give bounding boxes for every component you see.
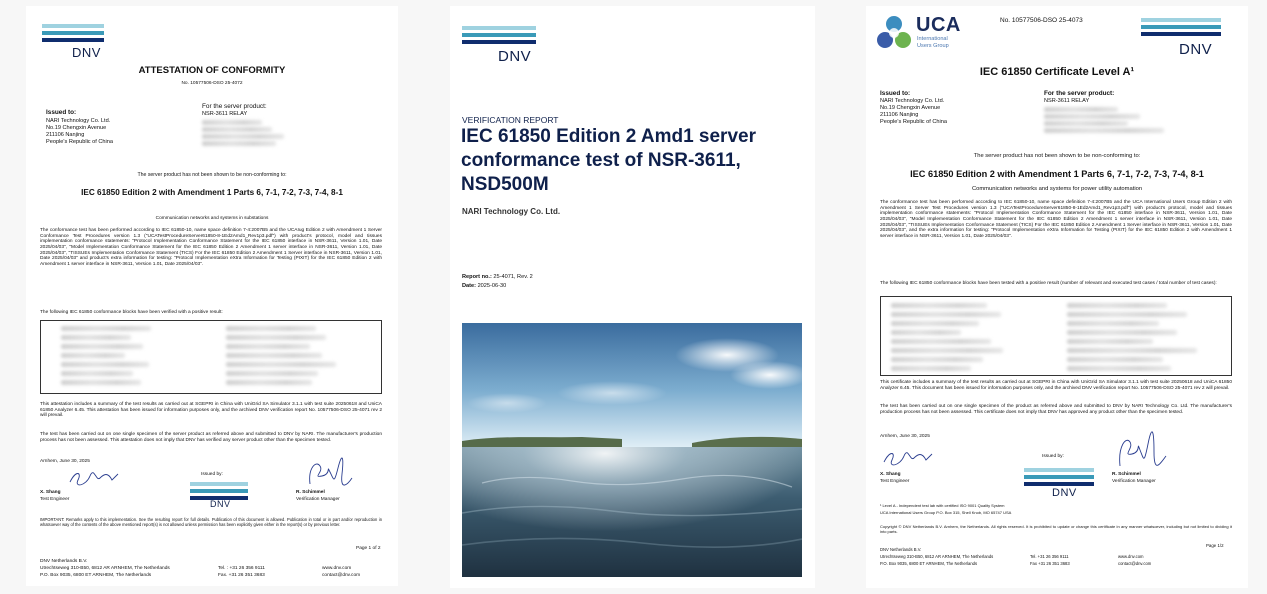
redacted-text (1067, 348, 1197, 353)
dnv-logo: DNV (1024, 468, 1094, 502)
footer-address: P.O. Box 9035, 6800 ET ARNHEM, The Netherlands (880, 561, 978, 566)
redacted-text (891, 348, 1003, 353)
footnote: UCA International Users Group P.O. Box 315, Shell Knob, MO 65747 USA (880, 510, 1012, 515)
place-date: Arnhem, June 30, 2025 (40, 459, 90, 464)
redacted-text (1067, 330, 1177, 335)
verified-line: The following IEC 61850 conformance blocks have been verified with a positive result: (40, 310, 223, 315)
issued-by-label: Issued by: (201, 472, 223, 477)
redacted-text (891, 303, 987, 308)
conformance-blocks-table (880, 296, 1232, 376)
redacted-text (1067, 321, 1159, 326)
sea-cover-photo (462, 323, 802, 577)
attestation-title: ATTESTATION OF CONFORMITY (138, 65, 286, 76)
signer-role: Test Engineer (880, 479, 910, 484)
certificate-number: No. 10577506-DSO 25-4073 (1000, 17, 1083, 24)
redacted-text (202, 141, 276, 146)
issued-to-line: 211106 Nanjing (46, 132, 85, 138)
redacted-text (226, 362, 336, 367)
signer-name: R. Schimmel (296, 490, 325, 495)
redacted-text (891, 321, 979, 326)
redacted-text (202, 120, 262, 125)
redacted-text (61, 326, 151, 331)
specimen-paragraph: The test has been carried out on one single specimen of the product as referred above and submitted to DNV by NARI Technology Co. Ltd. The manufacturer's production process has not been assessed. This certificate does not imply that DNV has approved any product other than the specimen tested. (880, 404, 1232, 415)
footer-address: Utrechtseweg 310-B50, 6812 AR ARNHEM, The Netherlands (880, 554, 994, 559)
report-title-line: conformance test of NSR-3611, (461, 150, 741, 171)
footer-web: www.dnv.com (1118, 554, 1144, 559)
issued-to-line: People's Republic of China (46, 139, 113, 145)
redacted-text (1067, 357, 1163, 362)
footnote: ¹ Level A - Independent test lab with certified ISO 9001 Quality System (880, 503, 1005, 508)
redacted-text (1044, 114, 1140, 119)
conformance-paragraph: The conformance test has been performed according to IEC 61850-10, name space definition 7-4:2007B5 and the UCA International Users Group Edition 2 with Amendment 1 Server Test Procedures version 1.3 ("UCATestProcedureServer61850-8-1Ed2Amd1_Rev1p3.pdf") with product's protocol, model and tissues implementation conformance statements: "Protocol Implementation Conformance Statement for the IEC 61850 interface in NSR-3611, Version 1.01, Date 2025/04/03", "Model Implementation Conformance Statement for the IEC 61850 Edition 2 Amendment 1 server interface in NSR-3611, Version 1.01, Date 2025/04/03", "TISSUEs Implementation Conformance Statement (TICS) For the IEC 61850 Edition 2 Amendment 1 Server interface in NSR-3611, Version 1.01, Date 2025/04/03", and the extra information for testing: "Protocol Implementation eXtra Information for Testing (PIXIT) for the IEC 61850 Edition 2 with Amendment 1 server interface in NSR-3611, Version 1.01, Date 2025/04/03". (880, 200, 1232, 239)
redacted-text (61, 353, 125, 358)
footer-fax: Fax. +31 26 351 3683 (218, 573, 265, 578)
report-title-line: NSD500M (461, 174, 549, 195)
redacted-text (226, 371, 318, 376)
issued-to-label: Issued to: (880, 90, 911, 97)
signature-shang (880, 446, 936, 470)
report-number (462, 274, 533, 280)
report-date-value: 2025-06-30 (477, 283, 507, 289)
footer-address: P.O. Box 9035, 6800 ET ARNHEM, The Netherlands (40, 573, 152, 578)
specimen-paragraph: The test has been carried out on one single specimen of the server product as referred above and submitted to DNV by NARI. The manufacturer's production process has not been assessed. This attestation does not imply that DNV has verified any server product other than the specimen tested. (40, 432, 382, 443)
conformance-blocks-table (40, 320, 382, 394)
summary-paragraph: This certificate includes a summary of the test results as carried out at SGEPRI in China with UniGrid SA Simulator 3.1.1 with test suite 20250618 and UniCA 61850 Analyzer 6.45. This document has been issued for information purposes only, and the archived DNV verification report No. 10577506-DSO 25-4071 rev 2 will prevail. (880, 380, 1232, 391)
signer-role: Verification Manager (296, 497, 340, 502)
report-date (462, 283, 506, 289)
dnv-logo: DNV (42, 24, 120, 60)
product-name: NSR-3611 RELAY (1044, 98, 1090, 104)
footer-phone: Tel. +31 26 356 9111 (1030, 554, 1069, 559)
attestation-number: No. 10577506-DSO 25-4072 (181, 81, 243, 86)
issued-by-label: Issued by: (1042, 454, 1064, 459)
issued-to-line: No.19 Chengxin Avenue (880, 105, 941, 111)
redacted-text (202, 134, 284, 139)
conformance-paragraph: The conformance test has been performed according to IEC 61850-10, name space definition 7-4:2007B5 and the UCAIug Edition 2 with Amendment 1 Server Conformance Test Procedures version 1.3 ("UCATestProcedureServer61850-8-1Ed2Amd1_Rev1p3.pdf") with product's protocol, model and tissues implementation conformance statements: "Protocol Implementation Conformance Statement for the IEC 61850 interface in NSR-3611, Version 1.01, Date 2025/04/03", "Model Implementation Conformance Statement for the IEC 61850 Edition 2 Amendment 1 server interface in NSR-3611, Version 1.01, Date 2025/04/03", "TISSUEs Implementation Conformance Statement (TICS) For the IEC 61850 Edition 2 Amendment 1 Server interface in NSR-3611, Version 1.01, Date 2025/04/03" and product's extra information for testing: "Protocol Implementation eXtra Information for Testing (PIXIT) for the IEC 61850 Edition 2 with Amendment 1 server interface in NSR-3611, Version 1.01, Date 2025/04/03". (40, 228, 382, 267)
issued-to-line: NARI Technology Co. Ltd. (46, 118, 111, 124)
signature-schimmel (1112, 428, 1168, 474)
certificate-page (866, 6, 1248, 588)
redacted-text (226, 335, 326, 340)
footer-address: Utrechtseweg 310-B50, 6812 AR ARNHEM, The Netherlands (40, 566, 170, 571)
redacted-text (61, 371, 133, 376)
issued-to-label: Issued to: (46, 109, 77, 116)
report-number-label: Report no.: (462, 274, 492, 280)
report-company: NARI Technology Co. Ltd. (462, 207, 561, 216)
redacted-text (61, 362, 149, 367)
report-date-label: Date: (462, 283, 476, 289)
report-cover-page (450, 6, 815, 588)
uca-logo-text: UCA (916, 14, 961, 36)
standard-title: IEC 61850 Edition 2 with Amendment 1 Parts 6, 7-1, 7-2, 7-3, 7-4, 8-1 (81, 188, 343, 197)
dnv-logo: DNV (1141, 18, 1231, 60)
redacted-text (61, 335, 131, 340)
signer-role: Test Engineer (40, 497, 70, 502)
footer-email: contact@dnv.com (1118, 561, 1152, 566)
footer-email: contact@dnv.com (322, 573, 361, 578)
page-number: Page 1 of 2 (356, 546, 381, 551)
dnv-logo: DNV (190, 482, 248, 508)
footer-company: DNV Netherlands B.V. (40, 559, 88, 564)
redacted-text (891, 357, 983, 362)
nonconforming-statement: The server product has not been shown to be non-conforming to: (137, 172, 287, 178)
page-number: Page 1/2 (1206, 543, 1224, 548)
report-title-line: IEC 61850 Edition 2 Amd1 server (461, 126, 756, 147)
redacted-text (891, 312, 1001, 317)
signature-schimmel (302, 454, 354, 492)
signer-name: R. Schimmel (1112, 472, 1141, 477)
issued-to-line: NARI Technology Co. Ltd. (880, 98, 945, 104)
redacted-text (1067, 303, 1167, 308)
footer-company: DNV Netherlands B.V. (880, 547, 922, 552)
tested-line: The following IEC 61850 conformance blocks have been tested with a positive result (number of relevant and executed test cases / total number of test cases): (880, 281, 1217, 286)
standard-title: IEC 61850 Edition 2 with Amendment 1 Parts 6, 7-1, 7-2, 7-3, 7-4, 8-1 (910, 169, 1204, 179)
attestation-page (26, 6, 398, 586)
report-number-value: 25-4071, Rev. 2 (493, 274, 533, 280)
redacted-text (226, 380, 312, 385)
summary-paragraph: This attestation includes a summary of the test results as carried out at SGEPRI in China with UniGrid SA Simulator 3.1.1 with test suite 20250618 and UniCA 61850 Analyzer 6.45. This attestation has been issued for information purposes only, and the archived DNV verification report No. 10577506-DSO 25-4071 rev 2 will prevail. (40, 402, 382, 419)
important-notice: IMPORTANT: Remarks apply to this implementation. See the resulting report for full details. Publication of this document is allowed. Publication in total or in part and/or reproduction in whatsoever way of the contents of the above mentioned report(s) is not allowed unless permission has been explicitly given either in the report(s) or by previous letter. (40, 517, 382, 527)
footer-web: www.dnv.com (322, 566, 352, 571)
redacted-text (226, 353, 322, 358)
nonconforming-statement: The server product has not been shown to be non-conforming to: (973, 153, 1141, 159)
redacted-text (891, 366, 971, 371)
uca-logo-icon (874, 14, 914, 52)
standard-subtitle: Communication networks and systems for power utility automation (971, 186, 1143, 192)
certificate-title: IEC 61850 Certificate Level A¹ (979, 66, 1135, 78)
issued-to-line: No.19 Chengxin Avenue (46, 125, 107, 131)
redacted-text (891, 339, 991, 344)
signer-name: X. Shang (40, 490, 61, 495)
product-label: For the server product: (1044, 90, 1115, 97)
report-label: VERIFICATION REPORT (462, 115, 559, 125)
redacted-text (1044, 121, 1128, 126)
redacted-text (1067, 312, 1187, 317)
issued-to-line: 211106 Nanjing (880, 112, 919, 118)
signature-shang (66, 466, 122, 490)
redacted-text (226, 344, 310, 349)
issued-to-line: People's Republic of China (880, 119, 947, 125)
product-label: For the server product: (202, 103, 267, 110)
standard-subtitle: Communication networks and systems in substations (155, 216, 269, 221)
footer-phone: Tel. : +31 26 356 9111 (218, 566, 265, 571)
product-name: NSR-3611 RELAY (202, 111, 248, 117)
signer-role: Verification Manager (1112, 479, 1156, 484)
footer-fax: Fax +31 26 351 3683 (1030, 561, 1070, 566)
dnv-logo: DNV (462, 26, 552, 68)
redacted-text (1067, 366, 1171, 371)
copyright-notice: Copyright © DNV Netherlands B.V. Arnhem, the Netherlands. All rights reserved. It is prohibited to update or change this certificate in any manner whatsoever, including but not limited to dividing it into parts. (880, 524, 1232, 534)
place-date: Arnhem, June 30, 2025 (880, 434, 930, 439)
redacted-text (891, 330, 961, 335)
uca-logo-subtext: International (917, 36, 948, 42)
redacted-text (61, 380, 141, 385)
redacted-text (202, 127, 272, 132)
uca-logo-subtext: Users Group (917, 43, 949, 49)
redacted-text (1044, 107, 1118, 112)
redacted-text (1067, 339, 1153, 344)
redacted-text (226, 326, 316, 331)
redacted-text (1044, 128, 1164, 133)
redacted-text (61, 344, 143, 349)
signer-name: X. Shang (880, 472, 901, 477)
